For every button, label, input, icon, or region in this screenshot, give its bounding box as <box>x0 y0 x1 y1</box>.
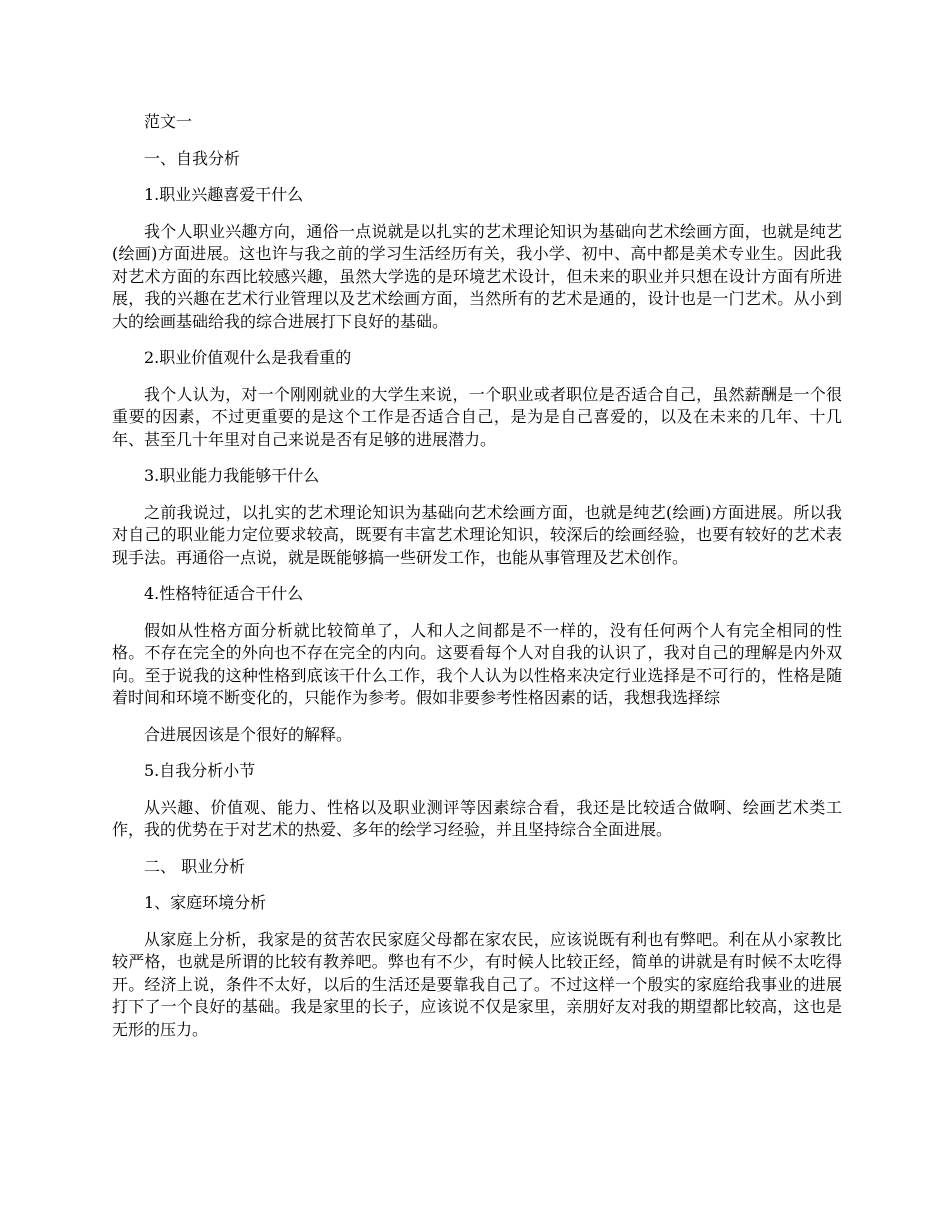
section-heading-self-analysis: 一、自我分析 <box>144 148 241 168</box>
paragraph-interest: 我个人职业兴趣方向，通俗一点说就是以扎实的艺术理论知识为基础向艺术绘画方面，也就是纯艺(绘画)方面进展。这也许与我之前的学习生活经历有关，我小学、初中、高中都是美术专业生。因此我对艺术方面的东西比较感兴趣，虽然大学选的是环境艺术设计，但未来的职业并只想在设计方面有所进展，我的兴趣在艺术行业管理以及艺术绘画方面，当然所有的艺术是通的，设计也是一门艺术。从小到大的绘画基础给我的综合进展打下良好的基础。 <box>112 221 842 331</box>
section-heading-career-analysis: 二、 职业分析 <box>144 856 246 876</box>
subheading-interest: 1.职业兴趣喜爱干什么 <box>144 185 304 204</box>
document-body <box>112 111 842 1055</box>
paragraph-personality-cont: 合进展因该是个很好的解释。 <box>144 724 353 744</box>
subheading-family: 1、家庭环境分析 <box>144 893 267 912</box>
paragraph-personality: 假如从性格方面分析就比较简单了，人和人之间都是不一样的，没有任何两个人有完全相同的性格。不存在完全的外向也不存在完全的内向。这要看每个人对自我的认识了，我对自己的理解是内外双向。至于说我的这种性格到底该干什么工作，我个人认为以性格来决定行业选择是不可行的，性格是随着时间和环境不断变化的，只能作为参考。假如非要参考性格因素的话，我想我选择综 <box>112 620 842 707</box>
paragraph-values: 我个人认为，对一个刚刚就业的大学生来说，一个职业或者职位是否适合自己，虽然薪酬是一个很重要的因素，不过更重要的是这个工作是否适合自己，是为是自己喜爱的，以及在未来的几年、十几年、甚至几十年里对自己来说是否有足够的进展潜力。 <box>112 384 842 449</box>
subheading-summary: 5.自我分析小节 <box>144 761 256 780</box>
paragraph-summary: 从兴趣、价值观、能力、性格以及职业测评等因素综合看，我还是比较适合做啊、绘画艺术类工作，我的优势在于对艺术的热爱、多年的绘学习经验，并且坚持综合全面进展。 <box>112 797 842 839</box>
subheading-ability: 3.职业能力我能够干什么 <box>144 466 320 485</box>
document-title: 范文一 <box>144 112 193 131</box>
paragraph-ability: 之前我说过，以扎实的艺术理论知识为基础向艺术绘画方面，也就是纯艺(绘画)方面进展。所以我对自己的职业能力定位要求较高，既要有丰富艺术理论知识，较深后的绘画经验，也要有较好的艺术表现手法。再通俗一点说，就是既能够搞一些研发工作，也能从事管理及艺术创作。 <box>112 502 842 567</box>
paragraph-family: 从家庭上分析，我家是的贫苦农民家庭父母都在家农民，应该说既有利也有弊吧。利在从小家教比较严格，也就是所谓的比较有教养吧。弊也有不少，有时候人比较正经，简单的讲就是有时候不太吃得开。经济上说，条件不太好，以后的生活还是要靠我自己了。不过这样一个殷实的家庭给我事业的进展打下了一个良好的基础。我是家里的长子，应该说不仅是家里，亲朋好友对我的期望都比较高，这也是无形的压力。 <box>112 929 842 1039</box>
subheading-values: 2.职业价值观什么是我看重的 <box>144 348 352 367</box>
subheading-personality: 4.性格特征适合干什么 <box>144 584 304 603</box>
